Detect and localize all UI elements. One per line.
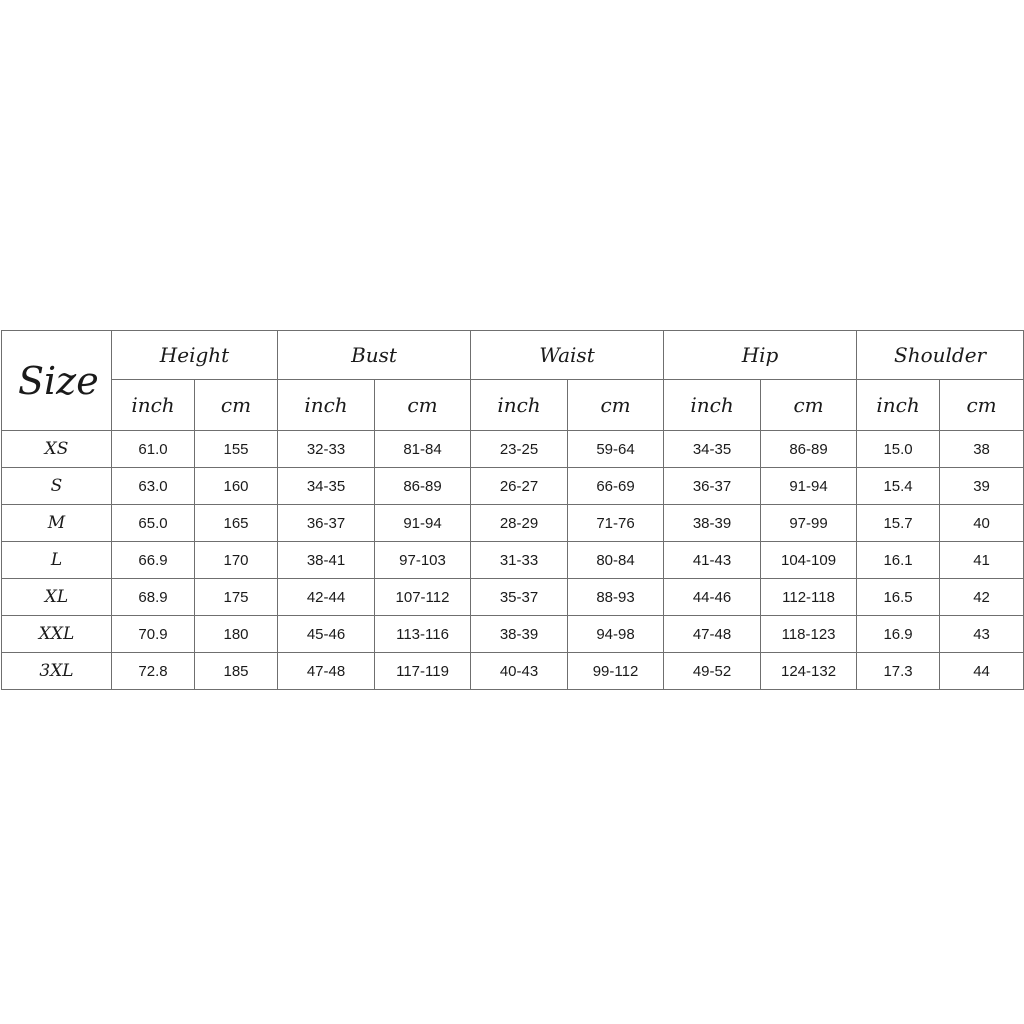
measurement-cell: 42 — [940, 579, 1024, 616]
measurement-cell: 113-116 — [375, 616, 471, 653]
measurement-cell: 66-69 — [568, 468, 664, 505]
measurement-cell: 39 — [940, 468, 1024, 505]
unit-header: cm — [761, 380, 857, 431]
size-label-cell: XS — [2, 431, 112, 468]
size-label-cell: XL — [2, 579, 112, 616]
measurement-cell: 117-119 — [375, 653, 471, 690]
measurement-cell: 170 — [195, 542, 278, 579]
measurement-cell: 118-123 — [761, 616, 857, 653]
unit-header: inch — [664, 380, 761, 431]
measurement-cell: 88-93 — [568, 579, 664, 616]
measurement-cell: 71-76 — [568, 505, 664, 542]
measurement-cell: 38-39 — [471, 616, 568, 653]
measurement-cell: 36-37 — [278, 505, 375, 542]
measurement-cell: 16.9 — [857, 616, 940, 653]
measurement-cell: 65.0 — [112, 505, 195, 542]
unit-header: inch — [471, 380, 568, 431]
table-row — [2, 431, 1024, 468]
measurement-cell: 94-98 — [568, 616, 664, 653]
measurement-cell: 72.8 — [112, 653, 195, 690]
measurement-cell: 45-46 — [278, 616, 375, 653]
table-row — [2, 468, 1024, 505]
measurement-cell: 91-94 — [375, 505, 471, 542]
measurement-cell: 61.0 — [112, 431, 195, 468]
unit-header: cm — [568, 380, 664, 431]
measurement-cell: 59-64 — [568, 431, 664, 468]
table-row — [2, 505, 1024, 542]
measurement-cell: 44-46 — [664, 579, 761, 616]
measurement-cell: 124-132 — [761, 653, 857, 690]
measurement-cell: 38-39 — [664, 505, 761, 542]
measurement-cell: 40 — [940, 505, 1024, 542]
measurement-cell: 185 — [195, 653, 278, 690]
measurement-cell: 68.9 — [112, 579, 195, 616]
unit-header: cm — [195, 380, 278, 431]
group-header-shoulder: Shoulder — [857, 331, 1024, 380]
measurement-cell: 43 — [940, 616, 1024, 653]
table-row — [2, 542, 1024, 579]
unit-header: cm — [375, 380, 471, 431]
measurement-cell: 175 — [195, 579, 278, 616]
measurement-cell: 15.4 — [857, 468, 940, 505]
measurement-cell: 107-112 — [375, 579, 471, 616]
table-body — [2, 431, 1024, 690]
measurement-cell: 41-43 — [664, 542, 761, 579]
measurement-cell: 26-27 — [471, 468, 568, 505]
measurement-cell: 44 — [940, 653, 1024, 690]
measurement-cell: 160 — [195, 468, 278, 505]
group-header-row — [2, 331, 1024, 380]
measurement-cell: 86-89 — [761, 431, 857, 468]
measurement-cell: 32-33 — [278, 431, 375, 468]
unit-header: inch — [278, 380, 375, 431]
unit-header: inch — [857, 380, 940, 431]
measurement-cell: 86-89 — [375, 468, 471, 505]
measurement-cell: 97-99 — [761, 505, 857, 542]
measurement-cell: 155 — [195, 431, 278, 468]
measurement-cell: 34-35 — [664, 431, 761, 468]
size-label-cell: XXL — [2, 616, 112, 653]
measurement-cell: 66.9 — [112, 542, 195, 579]
unit-header-row — [2, 380, 1024, 431]
measurement-cell: 99-112 — [568, 653, 664, 690]
measurement-cell: 40-43 — [471, 653, 568, 690]
size-chart-table — [1, 330, 1024, 690]
measurement-cell: 36-37 — [664, 468, 761, 505]
measurement-cell: 97-103 — [375, 542, 471, 579]
measurement-cell: 35-37 — [471, 579, 568, 616]
measurement-cell: 38-41 — [278, 542, 375, 579]
measurement-cell: 15.7 — [857, 505, 940, 542]
size-label-cell: L — [2, 542, 112, 579]
size-column-title: Size — [2, 331, 112, 431]
group-header-hip: Hip — [664, 331, 857, 380]
measurement-cell: 112-118 — [761, 579, 857, 616]
table-row — [2, 653, 1024, 690]
size-label-cell: M — [2, 505, 112, 542]
group-header-height: Height — [112, 331, 278, 380]
measurement-cell: 70.9 — [112, 616, 195, 653]
measurement-cell: 42-44 — [278, 579, 375, 616]
measurement-cell: 63.0 — [112, 468, 195, 505]
measurement-cell: 41 — [940, 542, 1024, 579]
measurement-cell: 16.1 — [857, 542, 940, 579]
measurement-cell: 49-52 — [664, 653, 761, 690]
measurement-cell: 180 — [195, 616, 278, 653]
measurement-cell: 91-94 — [761, 468, 857, 505]
measurement-cell: 34-35 — [278, 468, 375, 505]
measurement-cell: 17.3 — [857, 653, 940, 690]
measurement-cell: 23-25 — [471, 431, 568, 468]
measurement-cell: 31-33 — [471, 542, 568, 579]
measurement-cell: 38 — [940, 431, 1024, 468]
measurement-cell: 47-48 — [664, 616, 761, 653]
table-row — [2, 579, 1024, 616]
unit-header: inch — [112, 380, 195, 431]
measurement-cell: 104-109 — [761, 542, 857, 579]
unit-header: cm — [940, 380, 1024, 431]
measurement-cell: 16.5 — [857, 579, 940, 616]
measurement-cell: 81-84 — [375, 431, 471, 468]
size-label-cell: 3XL — [2, 653, 112, 690]
size-label-cell: S — [2, 468, 112, 505]
table-row — [2, 616, 1024, 653]
measurement-cell: 28-29 — [471, 505, 568, 542]
group-header-bust: Bust — [278, 331, 471, 380]
measurement-cell: 80-84 — [568, 542, 664, 579]
table-header — [2, 331, 1024, 431]
group-header-waist: Waist — [471, 331, 664, 380]
measurement-cell: 47-48 — [278, 653, 375, 690]
measurement-cell: 165 — [195, 505, 278, 542]
measurement-cell: 15.0 — [857, 431, 940, 468]
